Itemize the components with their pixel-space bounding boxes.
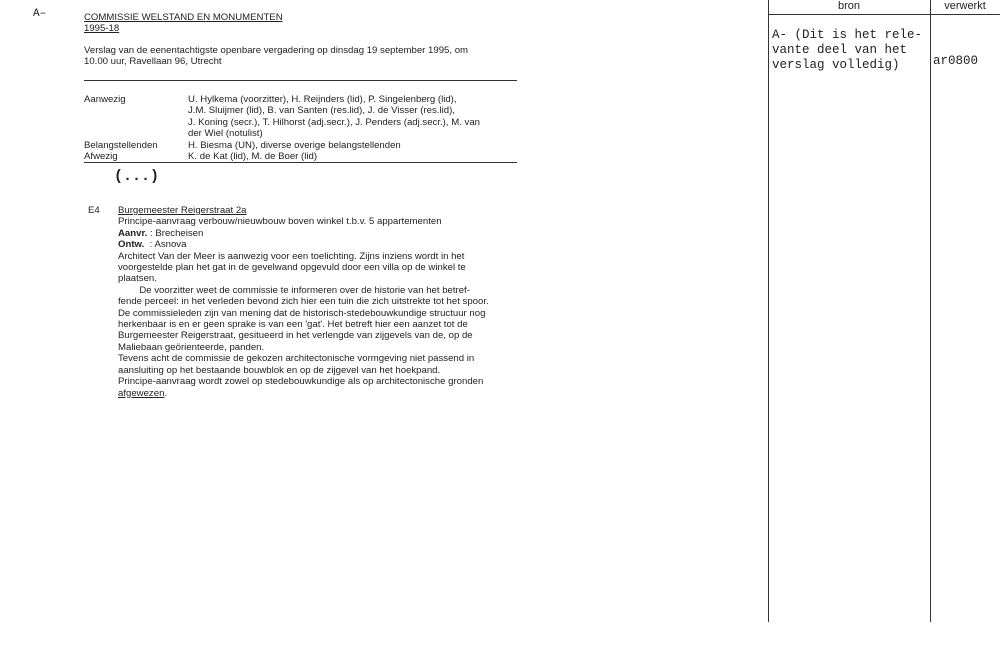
applicant-value: : Brecheisen — [150, 227, 204, 239]
bron-line: A- (Dit is het rele- — [772, 28, 923, 42]
designer-value: : Asnova — [149, 239, 187, 251]
divider — [84, 80, 517, 81]
body-line: De voorzitter weet de commissie te informeren over de historie van het betref- — [118, 284, 470, 296]
document-number: 1995-18 — [84, 23, 120, 34]
attendance-interested — [84, 140, 480, 151]
table-header-rule — [768, 14, 1000, 15]
body-line: Principe-aanvraag wordt zowel op stedebouwkundige als op architectonische gronden — [118, 376, 484, 388]
body-line: plaatsen. — [118, 273, 157, 285]
bron-note — [772, 28, 922, 73]
attendance-label: Aanwezig — [84, 94, 126, 105]
ellipsis: (...) — [114, 168, 160, 185]
designer-label: Ontw. — [118, 239, 145, 251]
bron-line: vante deel van het — [772, 43, 908, 57]
body-line: De commissieleden zijn van mening dat de historisch-stedebouwkundige structuur nog — [118, 307, 486, 319]
conclusion-period: . — [164, 387, 168, 399]
body-line: herkenbaar is en er geen sprake is van een 'gat'. Het betreft hier een aanzet tot de — [118, 319, 468, 331]
verwerkt-code: ar0800 — [933, 54, 979, 68]
intro-line: 10.00 uur, Ravellaan 96, Utrecht — [84, 56, 222, 68]
intro-text — [84, 45, 468, 68]
conclusion-word: afgewezen — [118, 387, 165, 399]
agenda-item — [118, 205, 489, 399]
body-line: aansluiting op het bestaande bouwblok en op de zijgevel van het hoekpand. — [118, 364, 441, 376]
column-header-bron: bron — [837, 0, 861, 12]
bron-line: verslag volledig) — [772, 58, 900, 72]
attendance-present — [84, 94, 480, 140]
attendance-line: U. Hylkema (voorzitter), H. Reijnders (lid), P. Singelenberg (lid), — [188, 94, 457, 105]
body-line: Architect Van der Meer is aanwezig voor een toelichting. Zijns inziens wordt in het — [118, 250, 465, 262]
applicant-label: Aanvr. — [118, 227, 148, 239]
attendance-block — [84, 94, 480, 162]
attendance-line: der Wiel (notulist) — [188, 128, 263, 140]
attendance-label: Afwezig — [84, 151, 118, 163]
table-border-middle — [930, 0, 931, 622]
body-line: Tevens acht de commissie de gekozen architectonische vormgeving niet passend in — [118, 353, 475, 365]
document-title: COMMISSIE WELSTAND EN MONUMENTEN — [84, 12, 283, 23]
applicant — [118, 228, 489, 239]
body-line: Maliebaan geörienteerde, panden. — [118, 341, 265, 353]
attendance-label: Belangstellenden — [84, 139, 158, 151]
attendance-absent — [84, 151, 480, 162]
attendance-line: K. de Kat (lid), M. de Boer (lid) — [188, 151, 318, 163]
item-address: Burgemeester Reigerstraat 2a — [118, 205, 247, 216]
attendance-line: H. Biesma (UN), diverse overige belangstellenden — [188, 139, 401, 151]
intro-line: Verslag van de eenentachtigste openbare vergadering op dinsdag 19 september 1995, om — [84, 45, 469, 56]
table-border-left — [768, 0, 769, 622]
item-code: E4 — [88, 205, 100, 216]
margin-mark: A– — [33, 8, 47, 20]
body-line: Burgemeester Reigerstraat, gesitueerd in het verlengde van zijgevels van de, op de — [118, 330, 473, 342]
item-subject: Principe-aanvraag verbouw/nieuwbouw boven winkel t.b.v. 5 appartementen — [118, 216, 442, 228]
divider — [84, 162, 517, 163]
designer — [118, 239, 489, 250]
attendance-line: J. Koning (secr.), T. Hilhorst (adj.secr.), J. Penders (adj.secr.), M. van — [188, 116, 480, 128]
conclusion — [118, 388, 489, 399]
body-line: fende perceel: in het verleden bevond zich hier een tuin die zich uitstrekte tot het spoor. — [118, 296, 489, 308]
column-header-verwerkt: verwerkt — [944, 0, 986, 12]
attendance-line: J.M. Sluijmer (lid), B. van Santen (res.lid), J. de Visser (res.lid), — [188, 105, 455, 117]
body-line: voorgestelde plan het gat in de gevelwand opgevuld door een villa op de winkel te — [118, 262, 466, 274]
